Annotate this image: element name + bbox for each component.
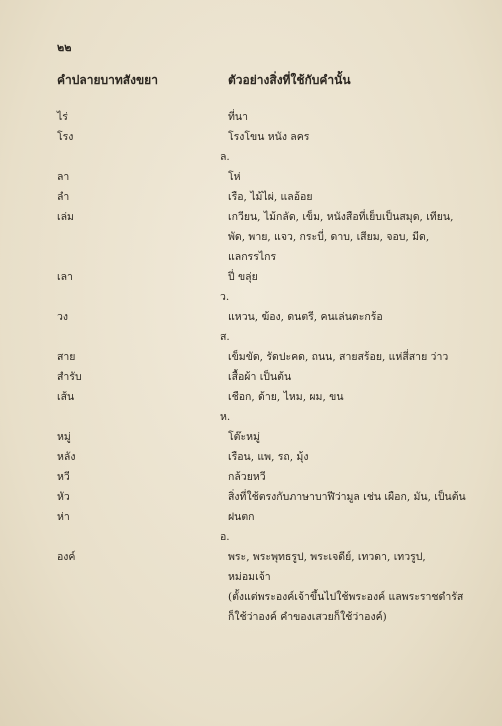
column-header-classifier: คำปลายบาทสังขยา	[57, 73, 158, 87]
table-row	[0, 487, 502, 507]
example-text: พัด, พาย, แจว, กระบี่, ดาบ, เสียม, จอบ, มีด,	[228, 231, 430, 243]
section-heading	[0, 327, 502, 347]
example-text: เชือก, ด้าย, ไหม, ผม, ขน	[228, 391, 344, 403]
classifier-term: เลา	[57, 271, 73, 283]
section-heading	[0, 407, 502, 427]
section-letter: ล.	[220, 151, 230, 163]
table-row-continuation	[0, 227, 502, 247]
example-text: ฝนตก	[228, 511, 255, 523]
example-text: สิ่งที่ใช้ตรงกับภาษาบาฬีว่ามูล เช่น เผือก, มัน, เป็นต้น	[228, 491, 466, 503]
section-heading	[0, 147, 502, 167]
example-text: เข็มขัด, รัดปะคด, ถนน, สายสร้อย, แห่สี่สาย ว่าว	[228, 351, 449, 363]
section-heading	[0, 527, 502, 547]
example-text: หม่อมเจ้า	[228, 571, 271, 583]
section-letter: ว.	[220, 291, 230, 303]
table-row	[0, 127, 502, 147]
classifier-term: หลัง	[57, 451, 76, 463]
example-text: เรือน, แพ, รถ, มุ้ง	[228, 451, 309, 463]
example-text: แหวน, ฆ้อง, ดนตรี, คนเล่นตะกร้อ	[228, 311, 383, 323]
table-row	[0, 207, 502, 227]
example-text: ก็ใช้ว่าองค์ คำของเสวยก็ใช้ว่าองค์)	[228, 611, 387, 623]
classifier-term: ห่า	[57, 511, 70, 523]
classifier-term: ลำ	[57, 191, 70, 203]
section-letter: ห.	[220, 411, 231, 423]
table-row	[0, 187, 502, 207]
classifier-term: องค์	[57, 551, 76, 563]
table-row	[0, 447, 502, 467]
table-row	[0, 467, 502, 487]
table-row-continuation	[0, 567, 502, 587]
classifier-term: โรง	[57, 131, 74, 143]
example-text: โต๊ะหมู่	[228, 431, 260, 443]
example-text: เกวียน, ไม้กลัด, เข็ม, หนังสือที่เย็บเป็นสมุด, เทียน,	[228, 211, 454, 223]
example-text: ที่นา	[228, 111, 248, 123]
classifier-term: ไร่	[57, 111, 68, 123]
example-text: แลกรรไกร	[228, 251, 277, 263]
example-text: โห่	[228, 171, 241, 183]
table-row	[0, 307, 502, 327]
column-header-examples: ตัวอย่างสิ่งที่ใช้กับคำนั้น	[228, 73, 351, 87]
table-row	[0, 367, 502, 387]
classifier-table	[0, 107, 502, 627]
classifier-term: เส้น	[57, 391, 75, 403]
example-text: พระ, พระพุทธรูป, พระเจดีย์, เทวดา, เทวรูป,	[228, 551, 426, 563]
table-row-continuation	[0, 607, 502, 627]
table-row	[0, 387, 502, 407]
example-text: (ตั้งแต่พระองค์เจ้าขึ้นไปใช้พระองค์ แลพระราชดำรัส	[228, 591, 464, 603]
section-heading	[0, 287, 502, 307]
table-row	[0, 167, 502, 187]
classifier-term: หมู่	[57, 431, 71, 443]
table-row	[0, 107, 502, 127]
classifier-term: เล่ม	[57, 211, 74, 223]
classifier-term: ลา	[57, 171, 70, 183]
classifier-term: วง	[57, 311, 69, 323]
page-number: ๒๒	[57, 41, 72, 54]
example-text: กล้วยหวี	[228, 471, 266, 483]
table-row	[0, 267, 502, 287]
table-row	[0, 427, 502, 447]
table-row	[0, 507, 502, 527]
table-row	[0, 347, 502, 367]
table-row-continuation	[0, 587, 502, 607]
example-text: เสื้อผ้า เป็นต้น	[228, 371, 292, 383]
section-letter: อ.	[220, 531, 230, 543]
table-row	[0, 547, 502, 567]
example-text: เรือ, ไม้ไผ่, แลอ้อย	[228, 191, 313, 203]
table-row-continuation	[0, 247, 502, 267]
classifier-term: สาย	[57, 351, 76, 363]
section-letter: ส.	[220, 331, 230, 343]
example-text: ปี่ ขลุ่ย	[228, 271, 258, 283]
classifier-term: หัว	[57, 491, 70, 503]
example-text: โรงโขน หนัง ลคร	[228, 131, 310, 143]
classifier-term: สำรับ	[57, 371, 82, 383]
classifier-term: หวี	[57, 471, 70, 483]
